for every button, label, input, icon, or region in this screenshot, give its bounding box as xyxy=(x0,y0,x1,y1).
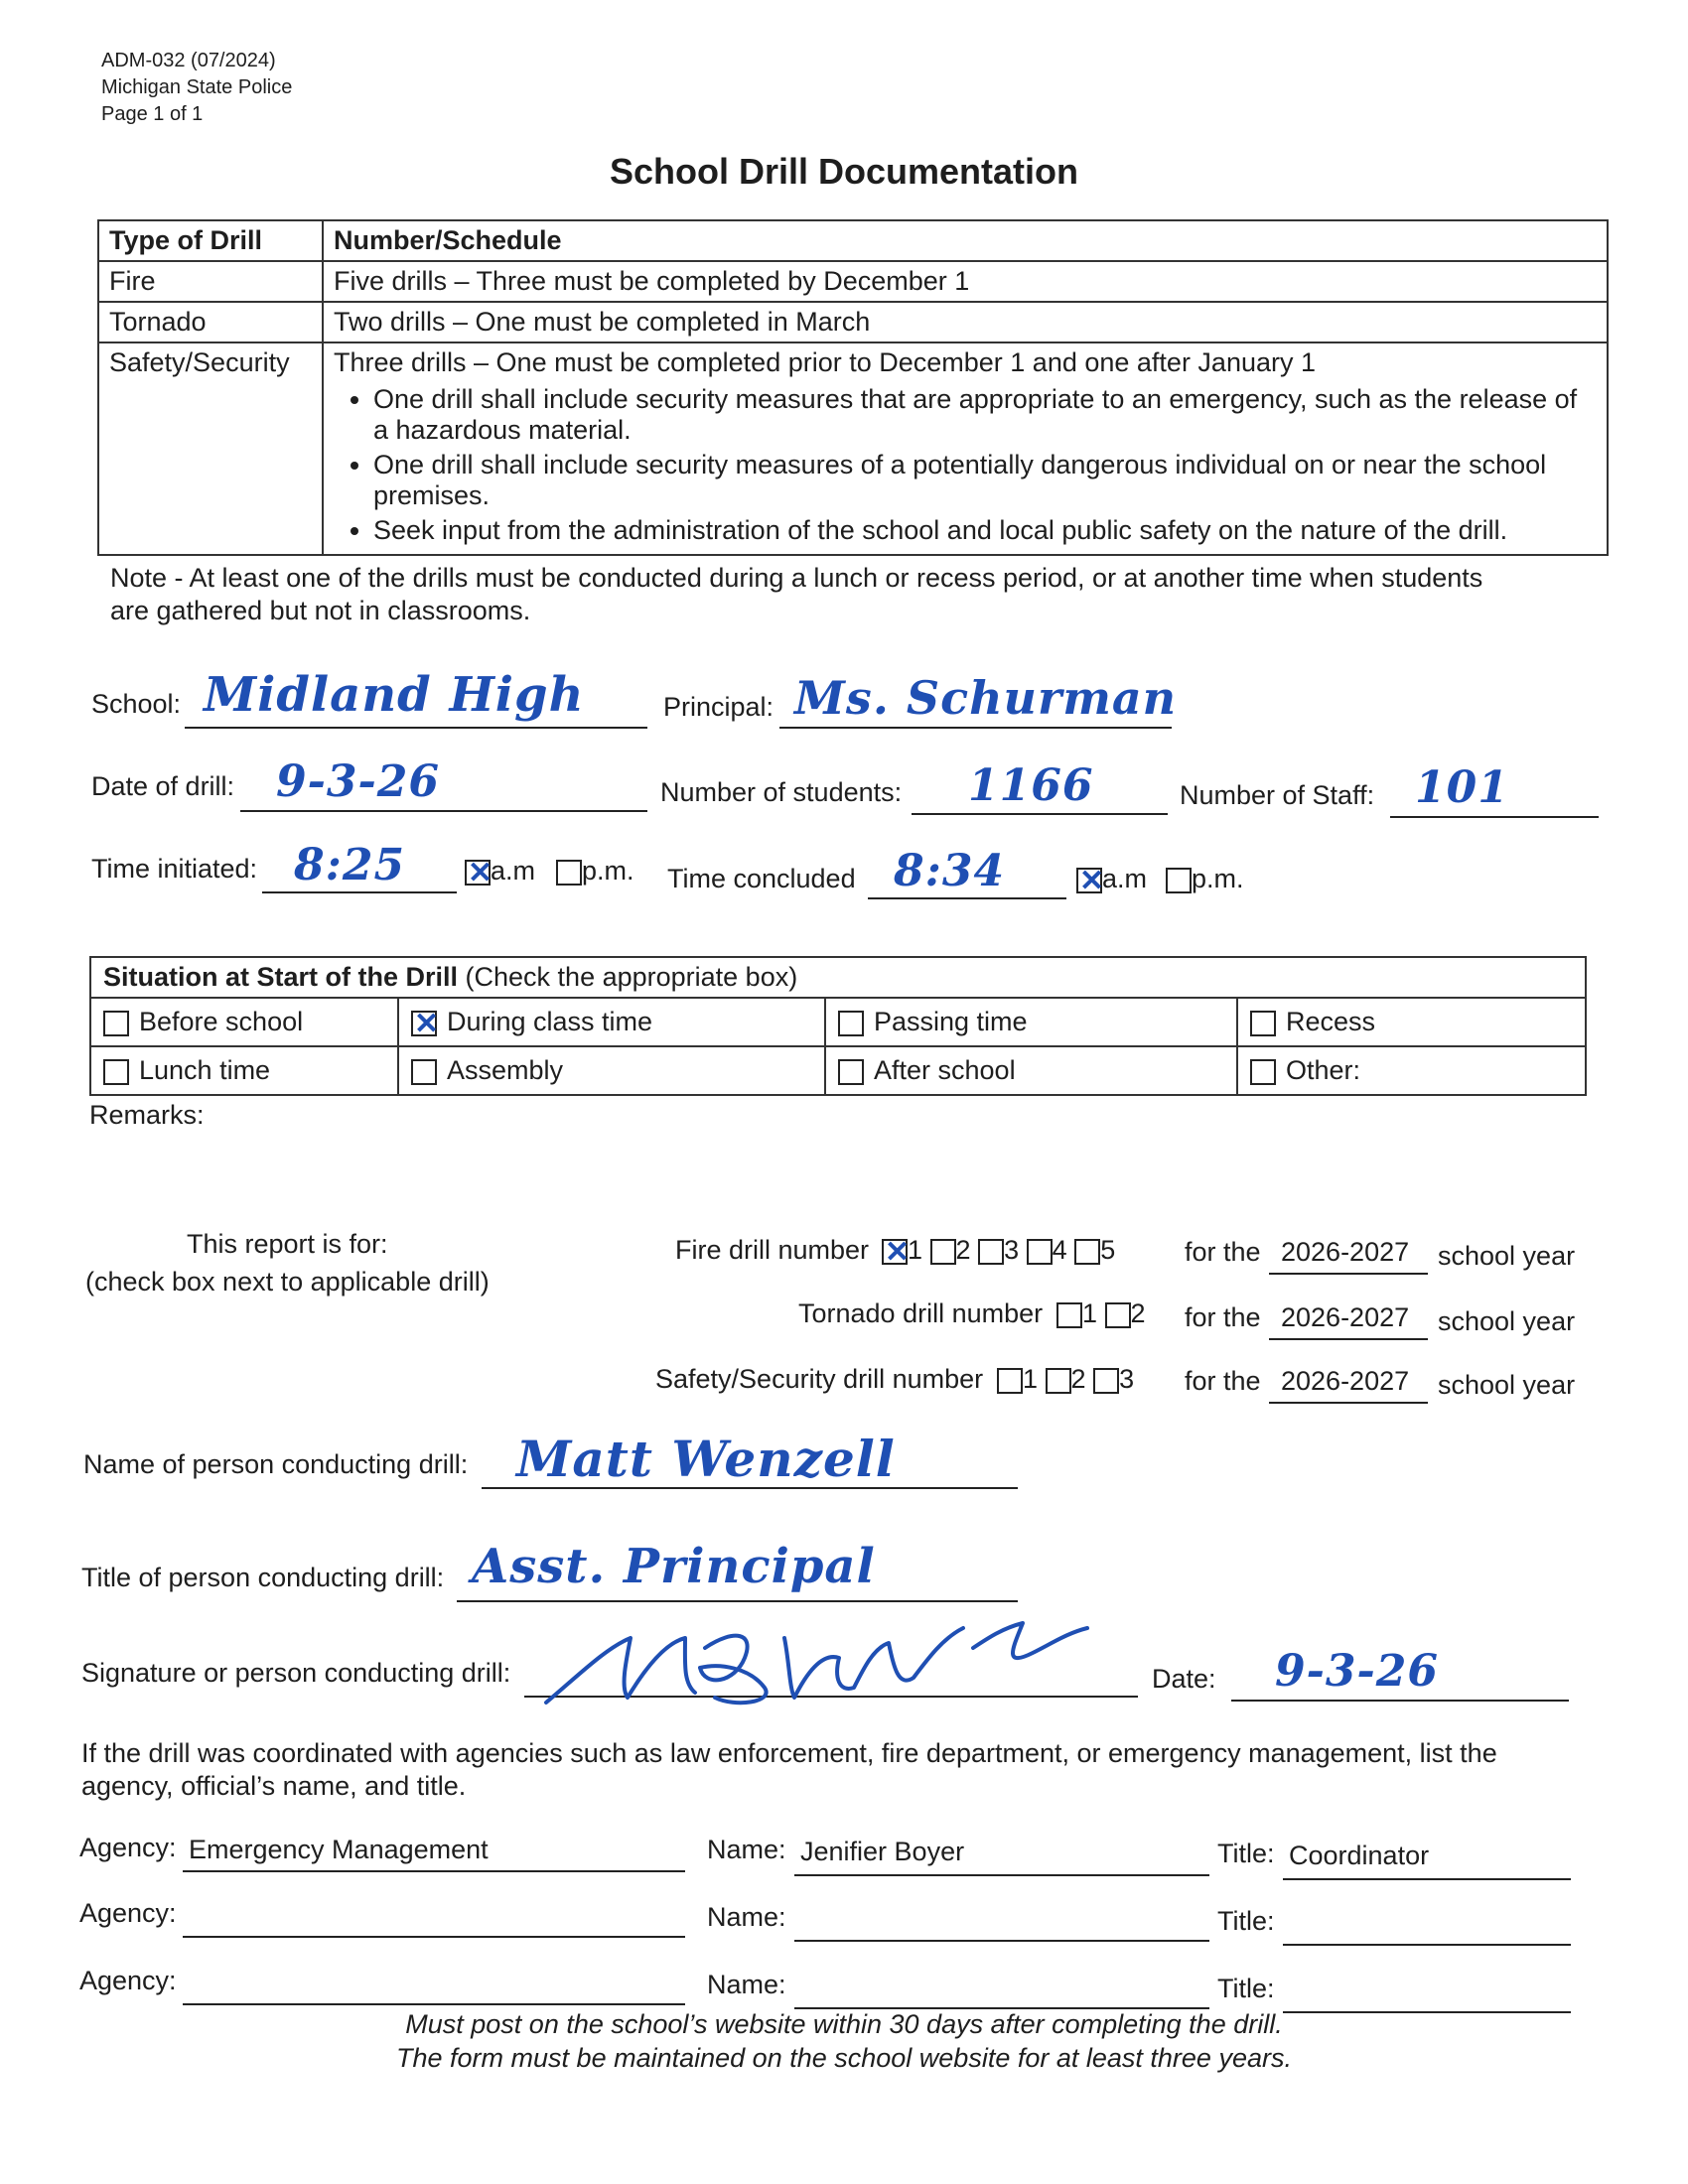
fire-3-checkbox[interactable] xyxy=(978,1239,1004,1265)
staff-line xyxy=(1390,816,1599,818)
name-value[interactable]: Jenifier Boyer xyxy=(800,1837,965,1866)
schedule-header: Number/Schedule xyxy=(323,220,1608,261)
table-row xyxy=(98,342,1608,555)
conductor-name-value[interactable]: Matt Wenzell xyxy=(516,1430,896,1488)
situation-option[interactable] xyxy=(398,1046,825,1095)
option-label: Other: xyxy=(1286,1055,1361,1085)
situation-option[interactable] xyxy=(1237,1046,1586,1095)
sig-date-label: Date: xyxy=(1152,1664,1216,1694)
students-value[interactable]: 1166 xyxy=(968,760,1094,811)
situation-row xyxy=(90,998,1586,1046)
list-item: • One drill shall include security measures of a potentially dangerous individual on or near the school premises. xyxy=(373,450,1597,511)
agency-line[interactable] xyxy=(183,2003,685,2005)
safety-1-checkbox[interactable] xyxy=(997,1368,1023,1394)
tornado-year[interactable]: 2026-2027 xyxy=(1281,1302,1410,1332)
time-concluded-line xyxy=(868,897,1066,899)
signature-image[interactable] xyxy=(536,1608,1112,1717)
table-row xyxy=(98,261,1608,302)
option-label: Lunch time xyxy=(139,1055,271,1085)
option-label: During class time xyxy=(447,1007,653,1036)
note-line: are gathered but not in classrooms. xyxy=(110,596,531,625)
signature-label: Signature or person conducting drill: xyxy=(81,1658,511,1688)
report-for-hint: (check box next to applicable drill) xyxy=(85,1267,490,1297)
option-number: 1 xyxy=(908,1235,923,1265)
safety-year-line xyxy=(1269,1402,1428,1404)
other-checkbox[interactable] xyxy=(1250,1059,1276,1085)
title-label: Title: xyxy=(1217,1906,1275,1936)
name-label: Name: xyxy=(707,1902,786,1932)
note xyxy=(110,562,1482,627)
tornado-1-checkbox[interactable] xyxy=(1056,1302,1082,1328)
name-line[interactable] xyxy=(794,1940,1209,1942)
am2-checkbox[interactable] xyxy=(1076,868,1102,893)
conductor-title-label: Title of person conducting drill: xyxy=(81,1563,445,1592)
conductor-title-value[interactable]: Asst. Principal xyxy=(472,1539,876,1594)
staff-value[interactable]: 101 xyxy=(1415,762,1509,813)
footer-line: The form must be maintained on the school website for at least three years. xyxy=(396,2043,1292,2073)
fire-5-checkbox[interactable] xyxy=(1074,1239,1100,1265)
option-label: Passing time xyxy=(874,1007,1028,1036)
option-label: Assembly xyxy=(447,1055,564,1085)
school-year-label: school year xyxy=(1438,1306,1576,1336)
agency-label: Agency: xyxy=(79,1898,177,1928)
time-concluded-label: Time concluded xyxy=(667,864,856,893)
situation-option[interactable] xyxy=(90,998,398,1046)
school-year-label: school year xyxy=(1438,1370,1576,1400)
option-number: 5 xyxy=(1100,1235,1116,1265)
pm-option xyxy=(556,856,634,887)
time-initiated-line xyxy=(262,891,457,893)
am-label: a.m xyxy=(491,856,536,886)
fire-drill-label: Fire drill number xyxy=(675,1235,870,1265)
school-year-label: school year xyxy=(1438,1241,1576,1271)
option-number: 2 xyxy=(1070,1364,1086,1394)
title-label: Title: xyxy=(1217,1839,1275,1868)
agency-label: Agency: xyxy=(79,1966,177,1995)
drill-type: Fire xyxy=(98,261,323,302)
pm-checkbox[interactable] xyxy=(556,860,582,886)
safety-2-checkbox[interactable] xyxy=(1046,1368,1071,1394)
safety-year[interactable]: 2026-2027 xyxy=(1281,1366,1410,1396)
form-header xyxy=(101,48,292,128)
pm2-option xyxy=(1166,864,1244,894)
conductor-name-label: Name of person conducting drill: xyxy=(83,1449,469,1479)
page-number: Page 1 of 1 xyxy=(101,103,204,125)
situation-header xyxy=(90,957,1586,998)
drill-schedule: Three drills – One must be completed prior to December 1 and one after January 1 xyxy=(334,347,1317,377)
date-line xyxy=(240,810,647,812)
page-title: School Drill Documentation xyxy=(609,151,1079,192)
fire-4-checkbox[interactable] xyxy=(1027,1239,1053,1265)
option-label: After school xyxy=(874,1055,1016,1085)
fire-2-checkbox[interactable] xyxy=(930,1239,956,1265)
tornado-drill-label: Tornado drill number xyxy=(798,1298,1044,1328)
situation-option[interactable] xyxy=(398,998,825,1046)
school-line xyxy=(185,727,647,729)
students-label: Number of students: xyxy=(660,777,903,807)
form-id: ADM-032 (07/2024) xyxy=(101,50,276,71)
table-row xyxy=(98,302,1608,342)
drill-schedule: Five drills – Three must be completed by December 1 xyxy=(323,261,1608,302)
intro-line: agency, official’s name, and title. xyxy=(81,1771,467,1801)
pm-label: p.m. xyxy=(582,856,634,886)
name-line xyxy=(794,1874,1209,1876)
am2-option xyxy=(1076,864,1147,894)
tornado-drill-options xyxy=(1056,1298,1146,1329)
option-number: 4 xyxy=(1052,1235,1067,1265)
option-number: 3 xyxy=(1004,1235,1020,1265)
before-school-checkbox[interactable] xyxy=(103,1011,129,1036)
list-item: • Seek input from the administration of the school and local public safety on the nature of the drill. xyxy=(373,515,1597,546)
report-for-label: This report is for: xyxy=(187,1229,388,1259)
staff-label: Number of Staff: xyxy=(1180,780,1375,810)
drill-type: Safety/Security xyxy=(98,342,323,555)
safety-bullet-list xyxy=(373,384,1597,546)
pm2-label: p.m. xyxy=(1192,864,1244,893)
during-class-checkbox[interactable] xyxy=(411,1011,437,1036)
principal-value[interactable]: Ms. Schurman xyxy=(794,671,1178,725)
footer-line: Must post on the school’s website within 30 days after completing the drill. xyxy=(405,2009,1283,2039)
list-item: • One drill shall include security measures that are appropriate to an emergency, such as the release of a hazardous material. xyxy=(373,384,1597,446)
agency-line[interactable] xyxy=(183,1936,685,1938)
time-initiated-label: Time initiated: xyxy=(91,854,258,884)
table-header-row xyxy=(98,220,1608,261)
time-concluded-value[interactable]: 8:34 xyxy=(894,846,1006,896)
title-line[interactable] xyxy=(1283,1944,1571,1946)
lunch-time-checkbox[interactable] xyxy=(103,1059,129,1085)
name-label: Name: xyxy=(707,1835,786,1864)
tornado-2-checkbox[interactable] xyxy=(1105,1302,1131,1328)
date-value[interactable]: 9-3-26 xyxy=(276,756,440,807)
option-number: 2 xyxy=(1130,1298,1146,1328)
fire-drill-options xyxy=(882,1235,1115,1266)
option-number: 2 xyxy=(955,1235,971,1265)
fire-1-checkbox[interactable] xyxy=(882,1239,908,1265)
time-initiated-value[interactable]: 8:25 xyxy=(294,840,406,890)
pm2-checkbox[interactable] xyxy=(1166,868,1192,893)
remarks-label: Remarks: xyxy=(89,1100,205,1130)
drill-schedule: Two drills – One must be completed in March xyxy=(323,302,1608,342)
school-value[interactable]: Midland High xyxy=(204,667,585,723)
principal-line xyxy=(779,727,1172,729)
title-line xyxy=(1283,1878,1571,1880)
drill-type: Tornado xyxy=(98,302,323,342)
fire-year[interactable]: 2026-2027 xyxy=(1281,1237,1410,1267)
situation-subtitle: (Check the appropriate box) xyxy=(465,962,798,992)
am2-label: a.m xyxy=(1102,864,1148,893)
safety-3-checkbox[interactable] xyxy=(1093,1368,1119,1394)
agency-value[interactable]: Emergency Management xyxy=(189,1835,489,1864)
sig-date-value[interactable]: 9-3-26 xyxy=(1275,1646,1439,1697)
date-label: Date of drill: xyxy=(91,771,235,801)
tornado-year-line xyxy=(1269,1338,1428,1340)
drill-schedule-table xyxy=(97,219,1609,556)
after-school-checkbox[interactable] xyxy=(838,1059,864,1085)
intro-line: If the drill was coordinated with agencies such as law enforcement, fire department, or emergency management, list the xyxy=(81,1738,1497,1768)
situation-table xyxy=(89,956,1587,1096)
recess-checkbox[interactable] xyxy=(1250,1011,1276,1036)
option-number: 1 xyxy=(1082,1298,1098,1328)
passing-time-checkbox[interactable] xyxy=(838,1011,864,1036)
situation-option[interactable] xyxy=(90,1046,398,1095)
agency-name: Michigan State Police xyxy=(101,76,293,98)
agency-line xyxy=(183,1870,685,1872)
for-the-label: for the xyxy=(1185,1302,1261,1332)
assembly-checkbox[interactable] xyxy=(411,1059,437,1085)
agencies-intro xyxy=(81,1737,1497,1803)
school-label: School: xyxy=(91,689,182,719)
situation-title: Situation at Start of the Drill xyxy=(103,962,459,992)
option-label: Recess xyxy=(1286,1007,1376,1036)
drill-schedule-cell xyxy=(323,342,1608,555)
am-option xyxy=(465,856,535,887)
option-number: 3 xyxy=(1119,1364,1135,1394)
title-label: Title: xyxy=(1217,1974,1275,2003)
agency-label: Agency: xyxy=(79,1833,177,1862)
safety-drill-label: Safety/Security drill number xyxy=(655,1364,984,1394)
for-the-label: for the xyxy=(1185,1366,1261,1396)
situation-option[interactable] xyxy=(1237,998,1586,1046)
option-number: 1 xyxy=(1023,1364,1039,1394)
situation-option[interactable] xyxy=(825,1046,1237,1095)
title-value[interactable]: Coordinator xyxy=(1289,1841,1430,1870)
students-line xyxy=(912,813,1168,815)
fire-year-line xyxy=(1269,1273,1428,1275)
option-label: Before school xyxy=(139,1007,304,1036)
for-the-label: for the xyxy=(1185,1237,1261,1267)
principal-label: Principal: xyxy=(663,692,774,722)
name-label: Name: xyxy=(707,1970,786,1999)
note-line: Note - At least one of the drills must be conducted during a lunch or recess period, or at another time when students xyxy=(110,563,1483,593)
type-header: Type of Drill xyxy=(98,220,323,261)
conductor-title-line xyxy=(457,1600,1018,1602)
situation-option[interactable] xyxy=(825,998,1237,1046)
safety-drill-options xyxy=(997,1364,1134,1395)
situation-header-row xyxy=(90,957,1586,998)
sig-date-line xyxy=(1231,1700,1569,1702)
am-checkbox[interactable] xyxy=(465,860,491,886)
situation-row xyxy=(90,1046,1586,1095)
